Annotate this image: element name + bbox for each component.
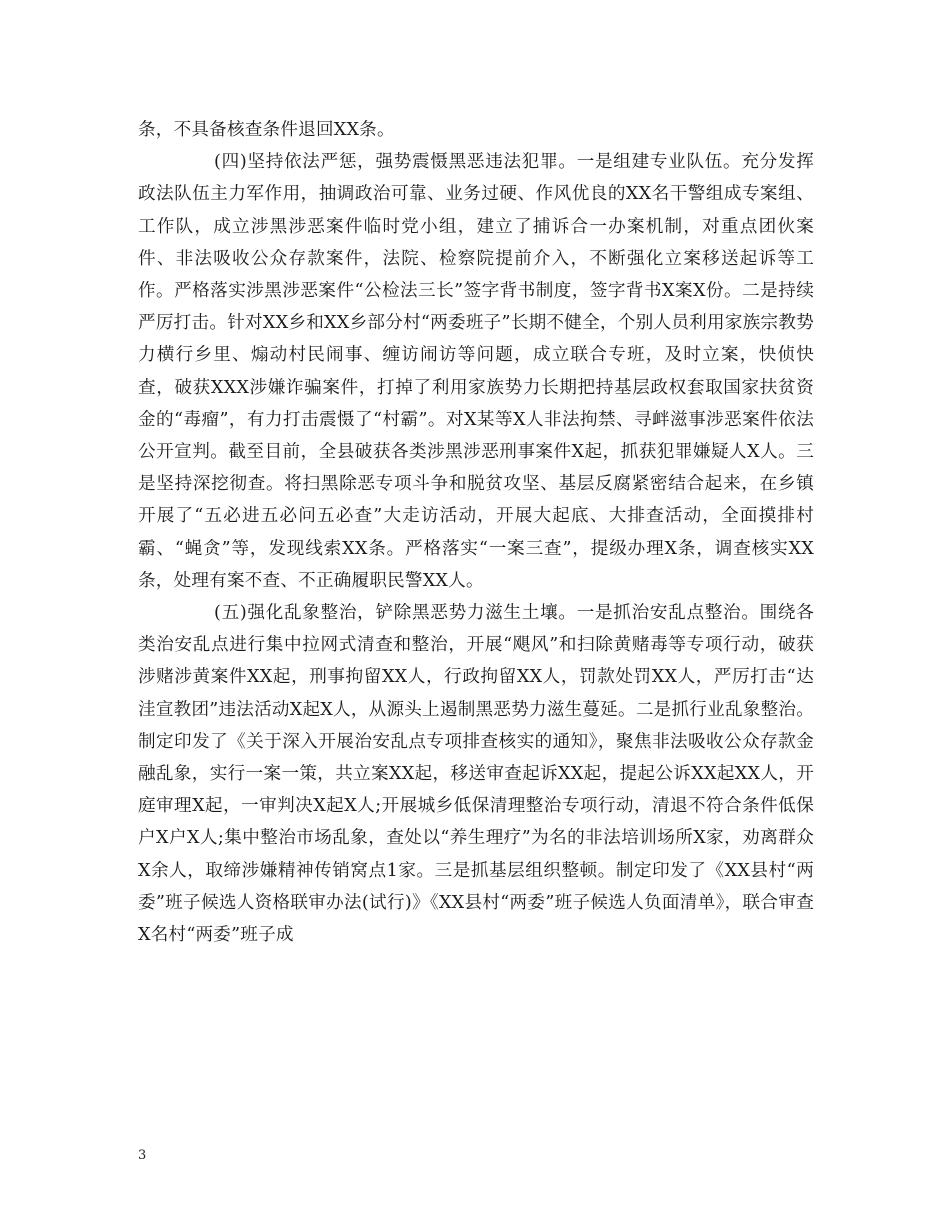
paragraph-3: (五)强化乱象整治，铲除黑恶势力滋生土壤。一是抓治安乱点整治。围绕各类治安乱点进行集中拉网式清查和整治，开展“飓风”和扫除黄赌毒等专项行动，破获涉赌涉黄案件XX起，刑事拘留XX人，行政拘留XX人，罚款处罚XX人，严厉打击“达洼宣教团”违法活动X起X人，从源头上遏制黑恶势力滋生蔓延。二是抓行业乱象整治。制定印发了《关于深入开展治安乱点专项排查核实的通知》，聚焦非法吸收公众存款金融乱象，实行一案一策，共立案XX起，移送审查起诉XX起，提起公诉XX起XX人，开庭审理X起，一审判决X起X人;开展城乡低保清理整治专项行动，清退不符合条件低保户X户X人;集中整治市场乱象，查处以“养生理疗”为名的非法培训场所X家，劝离群众X余人，取缔涉嫌精神传销窝点1家。三是抓基层组织整顿。制定印发了《XX县村“两委”班子候选人资格联审办法(试行)》《XX县村“两委”班子候选人负面清单》，联合审查X名村“两委”班子成 <box>138 603 814 946</box>
paragraph-1: 条，不具备核查条件退回XX条。 <box>138 120 395 140</box>
page-number: 3 <box>138 1148 147 1163</box>
paragraph-2: (四)坚持依法严惩，强势震慑黑恶违法犯罪。一是组建专业队伍。充分发挥政法队伍主力军作用，抽调政治可靠、业务过硬、作风优良的XX名干警组成专案组、工作队，成立涉黑涉恶案件临时党小组，建立了捕诉合一办案机制，对重点团伙案件、非法吸收公众存款案件，法院、检察院提前介入，不断强化立案移送起诉等工作。严格落实涉黑涉恶案件“公检法三长”签字背书制度，签字背书X案X份。二是持续严厉打击。针对XX乡和XX乡部分村“两委班子”长期不健全，个别人员利用家族宗教势力横行乡里、煽动村民闹事、缠访闹访等问题，成立联合专班，及时立案，快侦快查，破获XXX涉嫌诈骗案件，打掉了利用家族势力长期把持基层政权套取国家扶贫资金的“毒瘤”，有力打击震慑了“村霸”。对X某等X人非法拘禁、寻衅滋事涉恶案件依法公开宣判。截至目前，全县破获各类涉黑涉恶刑事案件X起，抓获犯罪嫌疑人X人。三是坚持深挖彻查。将扫黑除恶专项斗争和脱贫攻坚、基层反腐紧密结合起来，在乡镇开展了“五必进五必问五必查”大走访活动，开展大起底、大排查活动，全面摸排村霸、“蝇贪”等，发现线索XX条。严格落实“一案三查”，提级办理X条，调查核实XX条，处理有案不查、不正确履职民警XX人。 <box>138 152 814 591</box>
document-body <box>138 114 814 951</box>
